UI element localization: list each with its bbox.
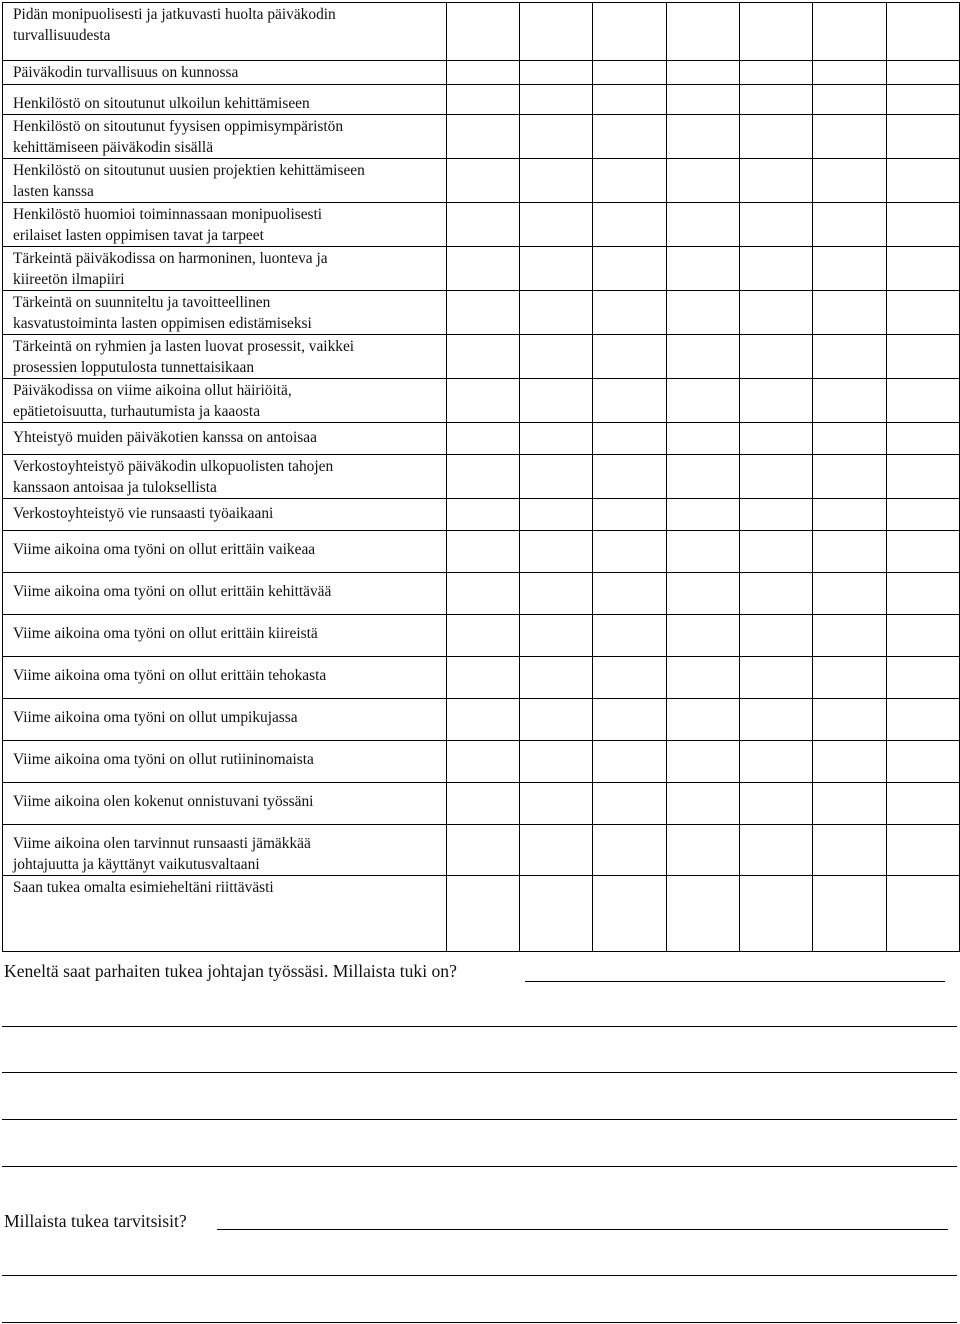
- rating-box[interactable]: [446, 657, 519, 699]
- rating-box[interactable]: [666, 573, 739, 615]
- statement-line: kehittämiseen päiväkodin sisällä: [13, 138, 214, 156]
- rating-box[interactable]: [739, 61, 812, 85]
- statement-text: [13, 203, 446, 246]
- statement-cell: [3, 379, 447, 423]
- rating-box[interactable]: [739, 615, 812, 657]
- rating-box[interactable]: [813, 657, 886, 699]
- rating-box[interactable]: [666, 825, 739, 876]
- statement-cell: [3, 657, 447, 699]
- rating-box[interactable]: [593, 876, 666, 952]
- statement-cell: [3, 783, 447, 825]
- survey-row: [3, 84, 960, 115]
- rating-box[interactable]: [520, 657, 593, 699]
- rating-box[interactable]: [446, 159, 519, 203]
- rating-box[interactable]: [446, 203, 519, 247]
- rating-box[interactable]: [520, 455, 593, 499]
- answer-line-q2-2[interactable]: [2, 1322, 957, 1323]
- statement-cell: [3, 699, 447, 741]
- statement-line: Viime aikoina oma työni on ollut rutiininomaista: [13, 751, 314, 768]
- survey-row: [3, 499, 960, 531]
- statement-line: Verkostoyhteistyö päiväkodin ulkopuolisten tahojen: [13, 458, 334, 475]
- statement-line: Pidän monipuolisesti ja jatkuvasti huolta päiväkodin: [13, 6, 336, 23]
- rating-box[interactable]: [520, 84, 593, 115]
- statement-text: [13, 291, 446, 334]
- rating-box[interactable]: [446, 783, 519, 825]
- rating-box[interactable]: [520, 379, 593, 423]
- rating-box[interactable]: [446, 455, 519, 499]
- survey-row: [3, 657, 960, 699]
- rating-box[interactable]: [593, 657, 666, 699]
- statement-line: lasten kanssa: [13, 182, 94, 200]
- rating-box[interactable]: [446, 531, 519, 573]
- statement-text: [13, 825, 446, 875]
- rating-box[interactable]: [593, 615, 666, 657]
- statement-line: Henkilöstö on sitoutunut ulkoilun kehittämiseen: [13, 94, 310, 112]
- rating-box[interactable]: [739, 291, 812, 335]
- statement-line: Saan tukea omalta esimieheltäni riittävästi: [13, 879, 274, 896]
- rating-box[interactable]: [813, 61, 886, 85]
- rating-box[interactable]: [446, 423, 519, 455]
- survey-row: [3, 531, 960, 573]
- rating-box[interactable]: [593, 291, 666, 335]
- survey-row: [3, 615, 960, 657]
- rating-box[interactable]: [666, 335, 739, 379]
- survey-row: [3, 455, 960, 499]
- answer-line-q1-4[interactable]: [2, 1166, 957, 1167]
- rating-box[interactable]: [520, 291, 593, 335]
- statement-cell: [3, 573, 447, 615]
- rating-box[interactable]: [739, 657, 812, 699]
- statement-text: [13, 615, 446, 645]
- rating-box[interactable]: [666, 531, 739, 573]
- statement-line: kasvatustoiminta lasten oppimisen edistämiseksi: [13, 314, 312, 332]
- answer-blank-q2-inline[interactable]: [217, 1229, 948, 1230]
- rating-box[interactable]: [446, 499, 519, 531]
- statement-text: [13, 115, 446, 158]
- rating-box[interactable]: [520, 876, 593, 952]
- rating-box[interactable]: [520, 699, 593, 741]
- rating-box[interactable]: [666, 159, 739, 203]
- rating-box[interactable]: [813, 783, 886, 825]
- rating-box[interactable]: [813, 499, 886, 531]
- rating-box[interactable]: [813, 115, 886, 159]
- rating-box[interactable]: [593, 379, 666, 423]
- rating-box[interactable]: [813, 203, 886, 247]
- survey-row: [3, 203, 960, 247]
- survey-row: [3, 291, 960, 335]
- statement-cell: [3, 291, 447, 335]
- rating-box[interactable]: [446, 3, 519, 61]
- rating-box[interactable]: [886, 335, 959, 379]
- survey-row: [3, 335, 960, 379]
- statement-line: Päiväkodin turvallisuus on kunnossa: [13, 64, 239, 81]
- rating-box[interactable]: [739, 423, 812, 455]
- rating-box[interactable]: [446, 335, 519, 379]
- rating-box[interactable]: [666, 203, 739, 247]
- statement-line: prosessien lopputulosta tunnettaisikaan: [13, 358, 255, 376]
- statement-text: [13, 531, 446, 561]
- survey-table: [2, 2, 960, 952]
- answer-blank-q1-inline[interactable]: [525, 981, 945, 982]
- rating-box[interactable]: [739, 455, 812, 499]
- statement-text: [13, 783, 446, 813]
- rating-box[interactable]: [886, 61, 959, 85]
- rating-box[interactable]: [520, 741, 593, 783]
- rating-box[interactable]: [813, 741, 886, 783]
- statement-text: [13, 159, 446, 202]
- statement-line: Henkilöstö huomioi toiminnassaan monipuolisesti: [13, 206, 323, 223]
- statement-text: [13, 423, 446, 449]
- rating-box[interactable]: [813, 3, 886, 61]
- rating-box[interactable]: [739, 203, 812, 247]
- rating-box[interactable]: [520, 247, 593, 291]
- statement-cell: [3, 335, 447, 379]
- rating-box[interactable]: [886, 3, 959, 61]
- survey-row: [3, 741, 960, 783]
- rating-box[interactable]: [739, 531, 812, 573]
- rating-box[interactable]: [886, 115, 959, 159]
- rating-box[interactable]: [446, 379, 519, 423]
- statement-text: [13, 699, 446, 729]
- rating-box[interactable]: [813, 825, 886, 876]
- statement-text: [13, 379, 446, 422]
- survey-row: [3, 825, 960, 876]
- statement-line: Verkostoyhteistyö vie runsaasti työaikaani: [13, 505, 274, 522]
- rating-box[interactable]: [813, 573, 886, 615]
- statement-cell: [3, 61, 447, 85]
- rating-box[interactable]: [886, 573, 959, 615]
- rating-box[interactable]: [886, 876, 959, 952]
- survey-row: [3, 3, 960, 61]
- rating-box[interactable]: [666, 499, 739, 531]
- rating-box[interactable]: [520, 531, 593, 573]
- survey-row: [3, 115, 960, 159]
- rating-box[interactable]: [886, 84, 959, 115]
- rating-box[interactable]: [666, 741, 739, 783]
- statement-cell: [3, 741, 447, 783]
- statement-cell: [3, 247, 447, 291]
- rating-box[interactable]: [593, 247, 666, 291]
- statement-text: [13, 455, 446, 498]
- rating-box[interactable]: [886, 203, 959, 247]
- statement-line: Viime aikoina olen kokenut onnistuvani työssäni: [13, 793, 314, 810]
- statement-text: [13, 876, 446, 899]
- rating-box[interactable]: [446, 115, 519, 159]
- rating-box[interactable]: [593, 159, 666, 203]
- rating-box[interactable]: [666, 615, 739, 657]
- rating-box[interactable]: [520, 115, 593, 159]
- rating-box[interactable]: [520, 573, 593, 615]
- rating-box[interactable]: [666, 876, 739, 952]
- rating-box[interactable]: [739, 159, 812, 203]
- rating-box[interactable]: [739, 699, 812, 741]
- rating-box[interactable]: [813, 876, 886, 952]
- rating-box[interactable]: [666, 115, 739, 159]
- rating-box[interactable]: [593, 699, 666, 741]
- rating-box[interactable]: [813, 291, 886, 335]
- statement-line: Henkilöstö on sitoutunut fyysisen oppimisympäristön: [13, 118, 344, 135]
- statement-line: turvallisuudesta: [13, 26, 111, 44]
- rating-box[interactable]: [739, 825, 812, 876]
- rating-box[interactable]: [886, 825, 959, 876]
- rating-box[interactable]: [593, 499, 666, 531]
- rating-box[interactable]: [666, 657, 739, 699]
- rating-box[interactable]: [813, 84, 886, 115]
- statement-cell: [3, 84, 447, 115]
- statement-line: Tärkeintä on ryhmien ja lasten luovat prosessit, vaikkei: [13, 338, 355, 355]
- rating-box[interactable]: [739, 247, 812, 291]
- answer-line-q1-3[interactable]: [2, 1119, 957, 1120]
- rating-box[interactable]: [520, 3, 593, 61]
- rating-box[interactable]: [739, 783, 812, 825]
- rating-box[interactable]: [593, 825, 666, 876]
- rating-box[interactable]: [666, 84, 739, 115]
- rating-box[interactable]: [886, 423, 959, 455]
- survey-row: [3, 61, 960, 85]
- statement-line: epätietoisuutta, turhautumista ja kaaosta: [13, 402, 261, 420]
- rating-box[interactable]: [813, 335, 886, 379]
- statement-line: Yhteistyö muiden päiväkotien kanssa on antoisaa: [13, 429, 317, 446]
- rating-box[interactable]: [520, 335, 593, 379]
- rating-box[interactable]: [886, 247, 959, 291]
- statement-cell: [3, 615, 447, 657]
- statement-cell: [3, 499, 447, 531]
- rating-box[interactable]: [739, 115, 812, 159]
- rating-box[interactable]: [520, 203, 593, 247]
- rating-box[interactable]: [813, 455, 886, 499]
- statement-line: johtajuutta ja käyttänyt vaikutusvaltaani: [13, 855, 260, 873]
- statement-text: [13, 499, 446, 525]
- rating-box[interactable]: [739, 84, 812, 115]
- rating-box[interactable]: [593, 573, 666, 615]
- rating-box[interactable]: [666, 247, 739, 291]
- rating-box[interactable]: [446, 573, 519, 615]
- rating-box[interactable]: [813, 379, 886, 423]
- statement-line: Viime aikoina oma työni on ollut erittäin kiireistä: [13, 625, 318, 642]
- rating-box[interactable]: [666, 61, 739, 85]
- rating-box[interactable]: [886, 499, 959, 531]
- rating-box[interactable]: [593, 423, 666, 455]
- statement-cell: [3, 159, 447, 203]
- survey-row: [3, 573, 960, 615]
- answer-line-q2-1[interactable]: [2, 1275, 957, 1276]
- survey-row: [3, 783, 960, 825]
- statement-cell: [3, 531, 447, 573]
- statement-line: Päiväkodissa on viime aikoina ollut häiriöitä,: [13, 382, 292, 399]
- question-support-needed: Millaista tukea tarvitsisit?: [4, 1211, 187, 1231]
- rating-box[interactable]: [666, 3, 739, 61]
- statement-cell: [3, 115, 447, 159]
- rating-box[interactable]: [446, 291, 519, 335]
- rating-box[interactable]: [446, 61, 519, 85]
- rating-box[interactable]: [520, 423, 593, 455]
- survey-row: [3, 379, 960, 423]
- statement-text: [13, 335, 446, 378]
- rating-box[interactable]: [446, 84, 519, 115]
- statement-line: erilaiset lasten oppimisen tavat ja tarpeet: [13, 226, 264, 244]
- rating-box[interactable]: [886, 699, 959, 741]
- rating-box[interactable]: [446, 615, 519, 657]
- rating-box[interactable]: [739, 3, 812, 61]
- statement-line: Viime aikoina oma työni on ollut erittäin tehokasta: [13, 667, 327, 684]
- rating-box[interactable]: [886, 159, 959, 203]
- rating-box[interactable]: [593, 61, 666, 85]
- rating-box[interactable]: [739, 876, 812, 952]
- rating-box[interactable]: [593, 531, 666, 573]
- statement-text: [13, 3, 446, 46]
- statement-text: [13, 247, 446, 290]
- rating-box[interactable]: [813, 247, 886, 291]
- rating-box[interactable]: [666, 699, 739, 741]
- rating-box[interactable]: [666, 379, 739, 423]
- rating-box[interactable]: [593, 783, 666, 825]
- rating-box[interactable]: [739, 573, 812, 615]
- rating-box[interactable]: [813, 423, 886, 455]
- rating-box[interactable]: [886, 783, 959, 825]
- rating-box[interactable]: [886, 615, 959, 657]
- rating-box[interactable]: [666, 291, 739, 335]
- rating-box[interactable]: [739, 379, 812, 423]
- statement-line: kiireetön ilmapiiri: [13, 270, 125, 288]
- statement-text: [13, 573, 446, 603]
- statement-line: Tärkeintä päiväkodissa on harmoninen, luonteva ja: [13, 250, 328, 267]
- statement-cell: [3, 455, 447, 499]
- rating-box[interactable]: [520, 783, 593, 825]
- rating-box[interactable]: [520, 825, 593, 876]
- rating-box[interactable]: [813, 699, 886, 741]
- statement-line: kanssaon antoisaa ja tuloksellista: [13, 478, 217, 496]
- rating-box[interactable]: [886, 657, 959, 699]
- rating-box[interactable]: [813, 615, 886, 657]
- rating-box[interactable]: [520, 615, 593, 657]
- survey-row: [3, 699, 960, 741]
- rating-box[interactable]: [593, 741, 666, 783]
- question-support-source: Keneltä saat parhaiten tukea johtajan työssäsi. Millaista tuki on?: [4, 961, 457, 981]
- rating-box[interactable]: [739, 335, 812, 379]
- rating-box[interactable]: [739, 499, 812, 531]
- statement-cell: [3, 203, 447, 247]
- survey-row: [3, 876, 960, 952]
- rating-box[interactable]: [446, 825, 519, 876]
- rating-box[interactable]: [886, 455, 959, 499]
- statement-cell: [3, 825, 447, 876]
- rating-box[interactable]: [739, 741, 812, 783]
- statement-line: Tärkeintä on suunniteltu ja tavoitteellinen: [13, 294, 271, 311]
- survey-row: [3, 247, 960, 291]
- statement-line: Viime aikoina oma työni on ollut erittäin vaikeaa: [13, 541, 316, 558]
- statement-line: Viime aikoina olen tarvinnut runsaasti jämäkkää: [13, 835, 311, 852]
- statement-text: [13, 657, 446, 687]
- rating-box[interactable]: [593, 3, 666, 61]
- statement-line: Viime aikoina oma työni on ollut umpikujassa: [13, 709, 298, 726]
- rating-box[interactable]: [593, 115, 666, 159]
- rating-box[interactable]: [520, 159, 593, 203]
- rating-box[interactable]: [446, 876, 519, 952]
- rating-box[interactable]: [666, 455, 739, 499]
- statement-text: [13, 741, 446, 771]
- rating-box[interactable]: [886, 291, 959, 335]
- statement-cell: [3, 423, 447, 455]
- answer-line-q1-1[interactable]: [2, 1026, 957, 1027]
- statement-text: [13, 85, 446, 115]
- answer-line-q1-2[interactable]: [2, 1072, 957, 1073]
- survey-table-body: [3, 3, 960, 952]
- rating-box[interactable]: [446, 741, 519, 783]
- rating-box[interactable]: [813, 159, 886, 203]
- rating-box[interactable]: [593, 84, 666, 115]
- statement-line: Viime aikoina oma työni on ollut erittäin kehittävää: [13, 583, 332, 600]
- statement-cell: [3, 3, 447, 61]
- rating-box[interactable]: [886, 531, 959, 573]
- survey-row: [3, 423, 960, 455]
- rating-box[interactable]: [593, 203, 666, 247]
- rating-box[interactable]: [666, 423, 739, 455]
- rating-box[interactable]: [813, 531, 886, 573]
- rating-box[interactable]: [446, 247, 519, 291]
- statement-line: Henkilöstö on sitoutunut uusien projektien kehittämiseen: [13, 162, 365, 179]
- statement-cell: [3, 876, 447, 952]
- rating-box[interactable]: [666, 783, 739, 825]
- rating-box[interactable]: [520, 499, 593, 531]
- survey-row: [3, 159, 960, 203]
- rating-box[interactable]: [886, 741, 959, 783]
- rating-box[interactable]: [886, 379, 959, 423]
- statement-text: [13, 61, 446, 84]
- rating-box[interactable]: [446, 699, 519, 741]
- rating-box[interactable]: [593, 335, 666, 379]
- rating-box[interactable]: [593, 455, 666, 499]
- rating-box[interactable]: [520, 61, 593, 85]
